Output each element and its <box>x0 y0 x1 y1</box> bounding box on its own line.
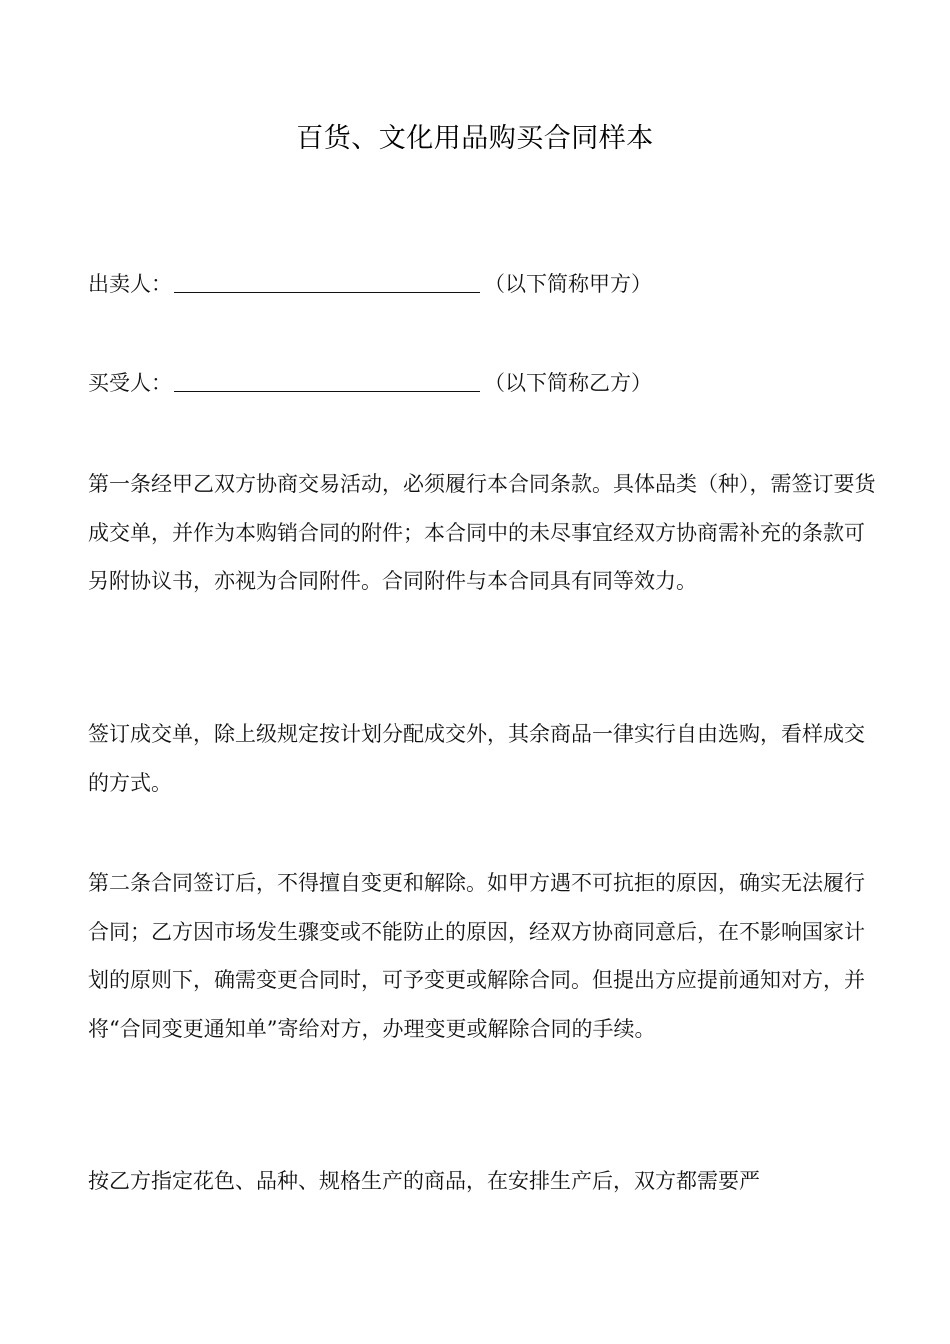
article-2-paragraph: 第二条合同签订后，不得擅自变更和解除。如甲方遇不可抗拒的原因，确实无法履行合同；乙方因市场发生骤变或不能防止的原因，经双方协商同意后，在不影响国家计划的原则下，确需变更合同时，可予变更或解除合同。但提出方应提前通知对方，并将“合同变更通知单”寄给对方，办理变更或解除合同的手续。 <box>88 871 865 1041</box>
seller-label: 出卖人： <box>88 272 172 296</box>
buyer-label: 买受人： <box>88 371 172 395</box>
seller-note: （以下简称甲方） <box>484 272 652 296</box>
buyer-blank-field <box>174 369 480 392</box>
order-form-paragraph: 签订成交单，除上级规定按计划分配成交外，其余商品一律实行自由选购，看样成交的方式。 <box>88 722 865 795</box>
article-1-paragraph: 第一条经甲乙双方协商交易活动，必须履行本合同条款。具体品类（种），需签订要货成交单，并作为本购销合同的附件；本合同中的未尽事宜经双方协商需补充的条款可另附协议书，亦视为合同附件。合同附件与本合同具有同等效力。 <box>88 472 876 593</box>
buyer-note: （以下简称乙方） <box>484 371 652 395</box>
seller-blank-field <box>174 270 480 293</box>
document-title: 百货、文化用品购买合同样本 <box>296 123 654 154</box>
buyer-line <box>88 368 652 398</box>
seller-line <box>88 269 652 299</box>
specified-goods-paragraph: 按乙方指定花色、品种、规格生产的商品，在安排生产后，双方都需要严 <box>88 1169 760 1193</box>
